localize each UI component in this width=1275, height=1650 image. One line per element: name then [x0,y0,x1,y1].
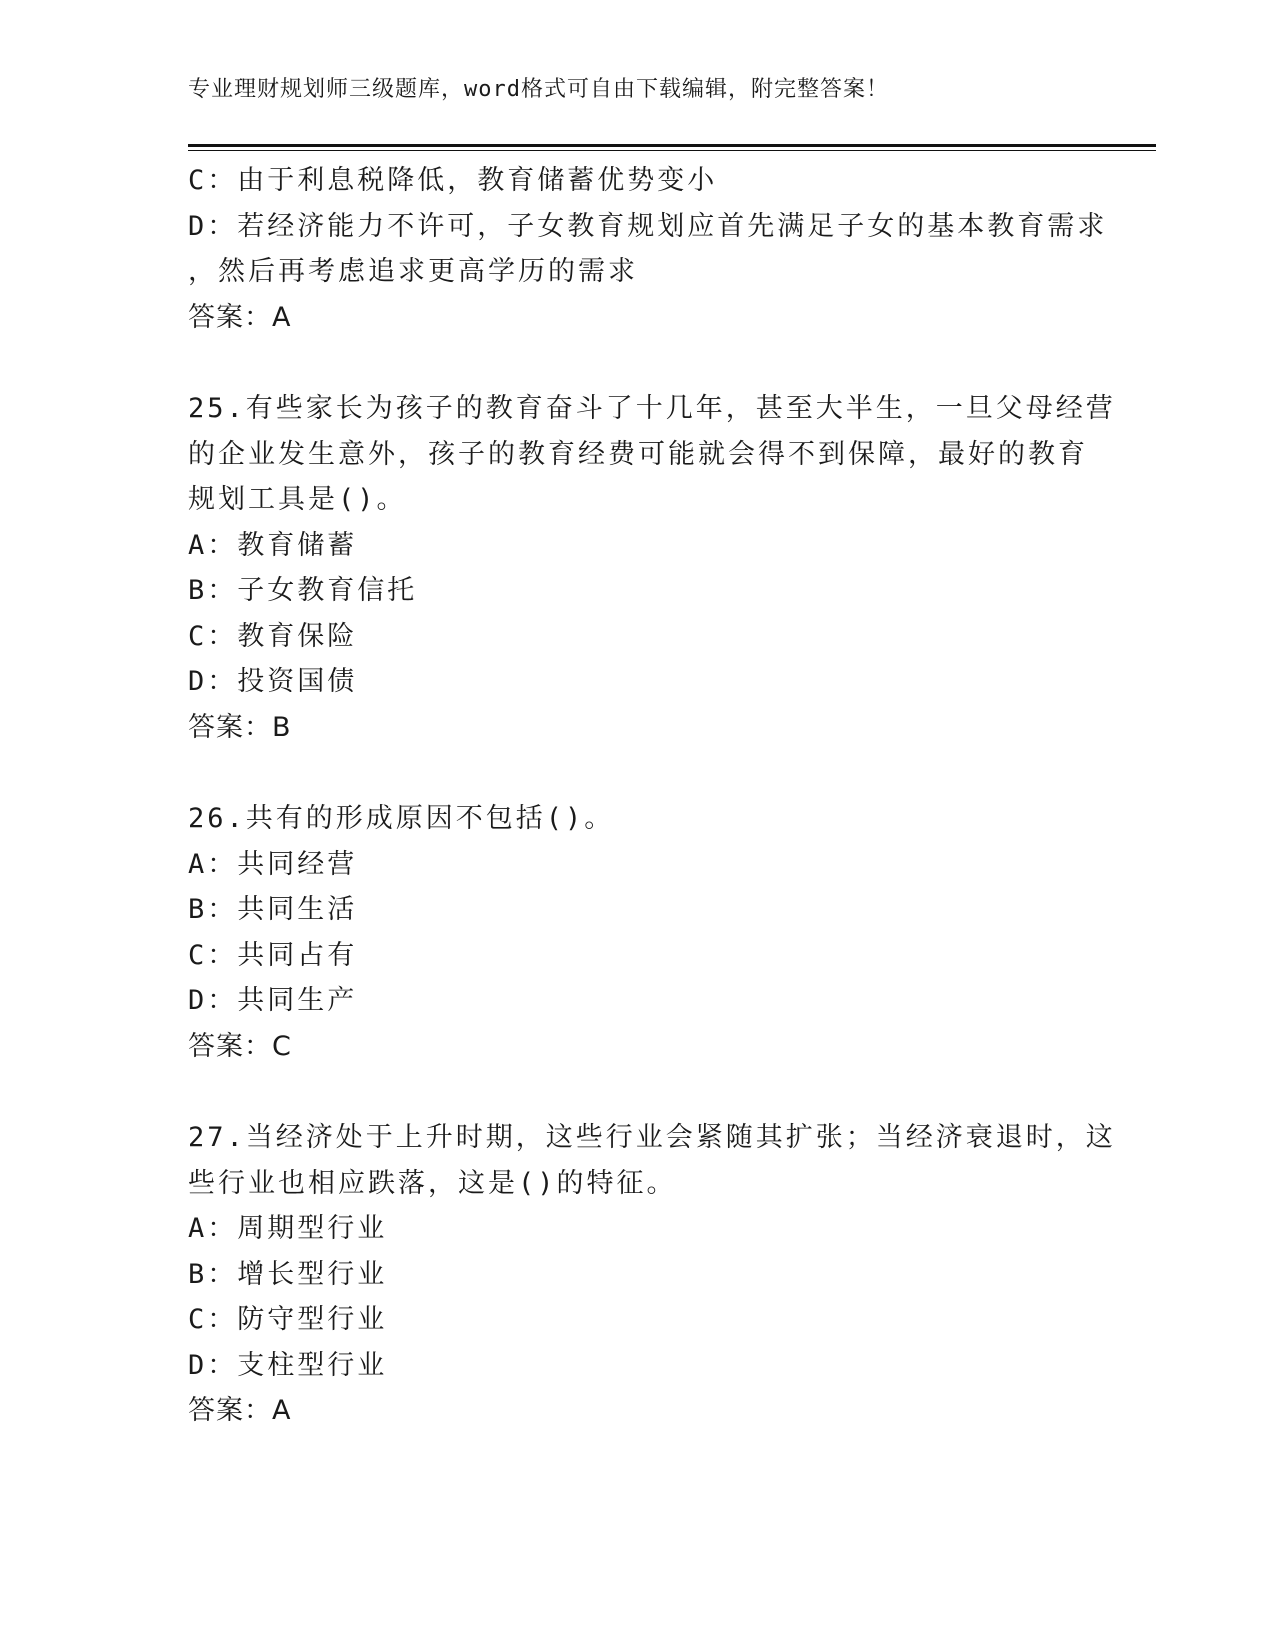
document-header: 专业理财规划师三级题库，word格式可自由下载编辑，附完整答案！ [188,77,889,102]
header-rule-thin [188,150,1156,151]
answer: 答案：C [188,1030,292,1062]
option-b: B：子女教育信托 [188,575,418,606]
question-25 [188,386,1116,750]
option-c: C：由于利息税降低，教育储蓄优势变小 [188,165,718,196]
question-26 [188,796,1088,1069]
option-d-continuation: ，然后再考虑追求更高学历的需求 [188,256,638,287]
header-rule-thick [188,144,1156,147]
previous-question-tail [188,158,1108,340]
option-c: C：教育保险 [188,620,358,652]
option-d: D：支柱型行业 [188,1349,388,1381]
option-a: A：教育储蓄 [188,529,358,561]
option-c: C：共同占有 [188,939,358,971]
answer: 答案：A [188,1395,292,1426]
question-27 [188,1115,1116,1434]
answer: 答案：A [188,301,292,333]
option-d: D：若经济能力不许可，子女教育规划应首先满足子女的基本教育需求 [188,210,1108,242]
option-a: A：共同经营 [188,848,358,880]
question-stem: 规划工具是()。 [188,484,407,515]
option-d: D：投资国债 [188,666,358,697]
question-list [188,158,1116,1434]
question-stem: 26.共有的形成原因不包括()。 [188,803,615,834]
option-d: D：共同生产 [188,985,358,1016]
option-a: A：周期型行业 [188,1213,388,1244]
option-c: C：防守型行业 [188,1304,388,1335]
question-stem: 的企业发生意外，孩子的教育经费可能就会得不到保障，最好的教育 [188,438,1088,470]
question-stem: 些行业也相应跌落，这是()的特征。 [188,1167,677,1199]
option-b: B：增长型行业 [188,1258,388,1290]
question-stem: 27.当经济处于上升时期，这些行业会紧随其扩张；当经济衰退时，这 [188,1122,1116,1153]
question-stem: 25.有些家长为孩子的教育奋斗了十几年，甚至大半生，一旦父母经营 [188,393,1116,424]
answer: 答案：B [188,711,292,743]
option-b: B：共同生活 [188,894,358,925]
